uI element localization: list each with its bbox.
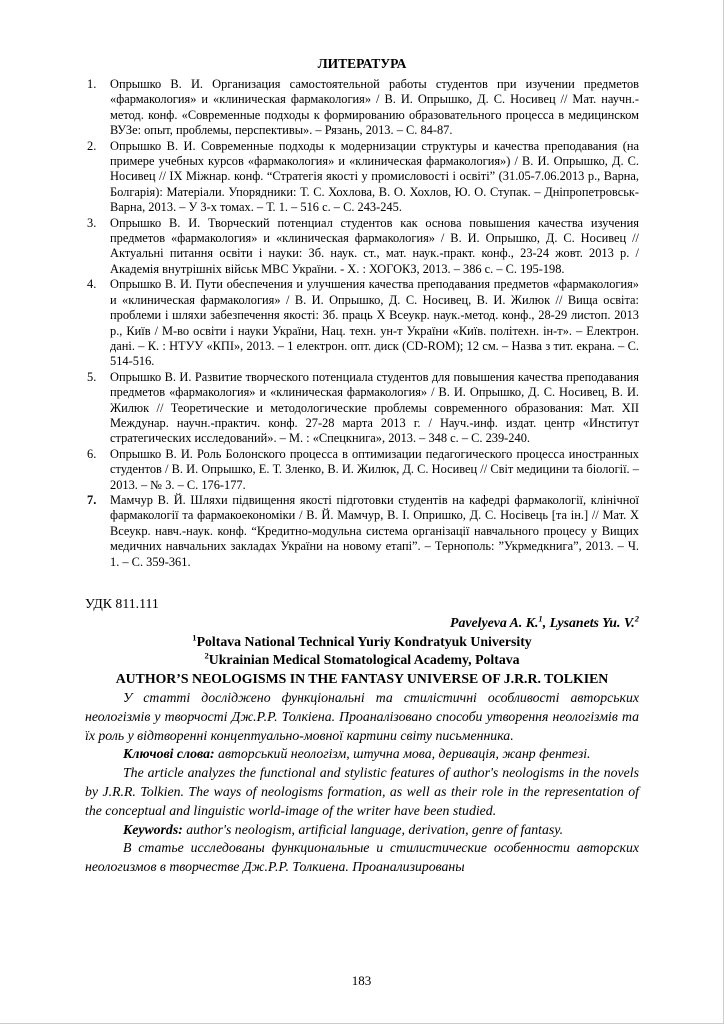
reference-text: Опрышко В. И. Роль Болонского процесса в оптимизации педагогического процесса иностранных студентов / В. И. Опрышко, Е. Т. Зленко, В. И. Жилюк, Д. С. Носивец // Світ медицини та біології. – 2013. – № 3. – С. 176-177. — [110, 446, 639, 492]
article-title: AUTHOR’S NEOLOGISMS IN THE FANTASY UNIVERSE OF J.R.R. TOLKIEN — [115, 671, 609, 687]
affiliation-line — [85, 633, 639, 652]
page-number: 183 — [351, 973, 372, 988]
author-affiliation-superscript: 1 — [538, 613, 543, 624]
reference-number: 1. — [87, 77, 97, 91]
abstract-text: У статті досліджено функціональні та стилістичні особливості авторських неологізмів у творчості Дж.Р.Р. Толкіена. Проаналізовано способи утворення неологізмів та їх роль у відтворенні концептуально-мовної картини світу письменника. — [85, 689, 639, 743]
reference-number: 6. — [87, 446, 97, 461]
reference-text: Мамчур В. Й. Шляхи підвищення якості підготовки студентів на кафедрі фармакології, клінічної фармакології та фармакоекономіки / В. Й. Мамчур, В. І. Опришко, Д. С. Носівець [та ін.] // Мат. X Всеукр. навч.-наук. конф. “Кредитно-модульна система організації навчального процесу у Вищих медичних навчальних закладах України на новому етапі”. – Тернополь: ”Укрмедкнига”, 2013. – Ч. 1. – С. 359-361. — [110, 492, 639, 569]
abstract-ukrainian — [85, 689, 639, 745]
reference-item — [85, 447, 639, 493]
affiliation-superscript: 1 — [192, 632, 197, 642]
author-name: , Lysanets Yu. V. — [542, 614, 635, 630]
reference-number: 5. — [87, 369, 97, 384]
literature-list — [85, 77, 639, 570]
affiliation-superscript: 2 — [204, 650, 209, 661]
keywords-text: author's neologism, artificial language, derivation, genre of fantasy. — [182, 821, 564, 837]
keywords-ukrainian — [85, 745, 639, 764]
reference-number: 7. — [87, 492, 97, 507]
keywords-text: авторський неологізм, штучна мова, деривація, жанр фентезі. — [214, 746, 591, 762]
affiliation-text: Ukrainian Medical Stomatological Academy, Poltava — [208, 652, 520, 668]
reference-item — [85, 370, 639, 447]
reference-text: Опрышко В. И. Развитие творческого потенциала студентов для повышения качества преподавания предметов «фармакология» и «клиническая фармакология» / В. И. Опрышко, Д. С. Носивец, В. И. Жилюк // Теоретические и методологические проблемы современного образования: Мат. XII Междунар. научн.-практич. конф. 27-28 марта 2013 г. / Науч.-инф. издат. центр «Институт стратегических исследований». – М. : «Спецкнига», 2013. – 348 с. – С. 239-240. — [110, 369, 639, 446]
abstract-text: В статье исследованы функциональные и стилистические особенности авторских неологизмов в творчестве Дж.Р.Р. Толкиена. Проанализированы — [85, 840, 639, 875]
authors-line — [85, 614, 639, 633]
reference-number: 4. — [87, 277, 97, 292]
author-name: Pavelyeva A. K. — [450, 614, 539, 630]
abstract-english — [85, 764, 639, 820]
literature-heading: ЛИТЕРАТУРА — [317, 56, 407, 71]
keywords-label: Keywords: — [123, 821, 183, 837]
reference-item — [85, 277, 639, 369]
abstract-text: The article analyzes the functional and stylistic features of author's neologisms in the novels by J.R.R. Tolkien. The ways of neologisms formation, as well as their role in the representation of the conceptual and linguistic world-image of the writer have been studied. — [85, 765, 639, 818]
reference-item — [85, 139, 639, 216]
reference-number: 3. — [87, 215, 97, 230]
reference-item — [85, 493, 639, 570]
reference-item — [85, 77, 639, 139]
keywords-label: Ключові слова: — [123, 746, 215, 762]
reference-text: Опрышко В. И. Пути обеспечения и улучшения качества преподавания предметов «фармакология» и «клиническая фармакология» / В. И. Опрышко, Д. С. Носивец, В. И. Жилюк // Вища освіта: проблеми і шляхи забезпечення якості: Зб. праць X Всеукр. наук.-метод. конф., 28-29 листоп. 2013 р., Київ / М-во освіти і науки України, Нац. техн. ун-т України «Київ. політехн. ін-т». – Електрон. дані. – К. : НТУУ «КПІ», 2013. – 1 електрон. опт. диск (CD-ROM); 12 см. – Назва з тит. екрана. – С. 514-516. — [110, 277, 639, 369]
abstract-russian — [85, 839, 639, 877]
udc-code: УДК 811.111 — [85, 596, 159, 611]
reference-text: Опрышко В. И. Организация самостоятельной работы студентов при изучении предметов «фармакология» и «клиническая фармакология» / В. И. Опрышко, Д. С. Носивец // Мат. научн.-метод. конф. «Современные подходы к формированию образовательного процесса в медицинском ВУЗе: опыт, проблемы, перспективы». – Рязань, 2013. – С. 84-87. — [110, 77, 639, 138]
author-affiliation-superscript: 2 — [634, 613, 639, 624]
reference-text: Опрышко В. И. Творческий потенциал студентов как основа повышения качества изучения предметов «фармакология» и «клиническая фармакология» / В. И. Опрышко, Д. С. Носивец // Актуальні питання освіти і науки: Зб. наук. ст., мат. наук.-практ. конф., 23-24 жовт. 2013 р. / Академія внутрішніх військ МВС України. - Х. : ХОГОКЗ, 2013. – 386 с. – С. 195-198. — [110, 215, 639, 276]
reference-text: Опрышко В. И. Современные подходы к модернизации структуры и качества преподавания (на примере учебных курсов «фармакология» и «клиническая фармакология») / В. И. Опрышко, Д. С. Носивец // IX Міжнар. конф. “Стратегія якості у промисловості і освіті” (31.05-7.06.2013 р., Варна, Болгарія): Матеріали. Упорядники: Т. С. Хохлова, В. О. Хохлов, Ю. О. Ступак. – Дніпропетровськ-Варна, 2013. – У 3-х томах. – Т. 1. – 516 с. – С. 243-245. — [110, 138, 639, 215]
article-section — [85, 595, 639, 877]
keywords-english — [85, 821, 639, 840]
affiliation-text: Poltava National Technical Yuriy Kondratyuk University — [196, 633, 532, 649]
reference-number: 2. — [87, 138, 97, 153]
reference-item — [85, 216, 639, 278]
affiliation-line — [85, 651, 639, 670]
